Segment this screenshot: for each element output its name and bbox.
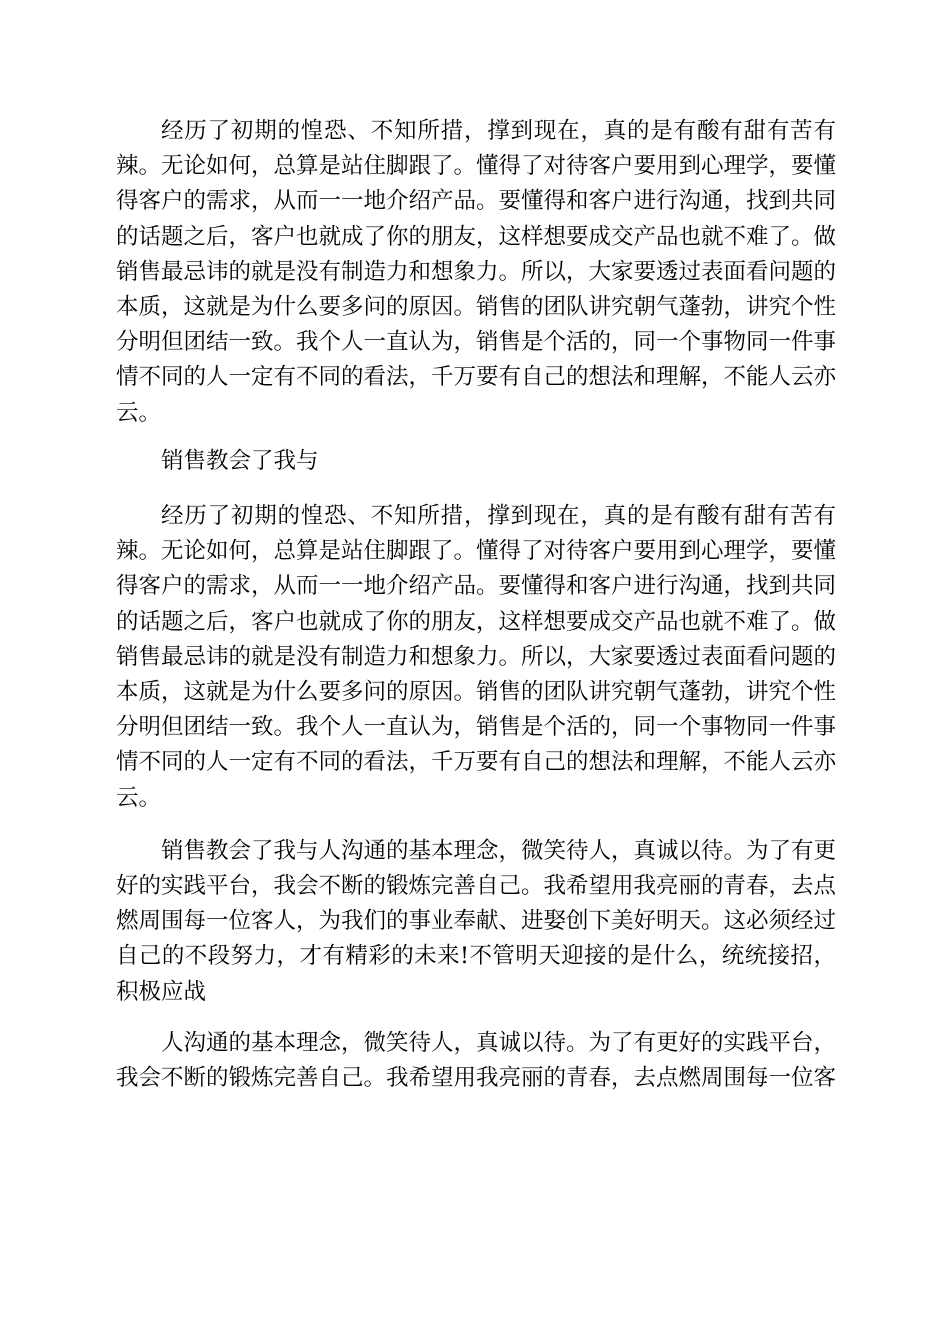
paragraph-1: 经历了初期的惶恐、不知所措，撑到现在，真的是有酸有甜有苦有辣。无论如何，总算是站住脚跟了。懂得了对待客户要用到心理学，要懂得客户的需求，从而一一地介绍产品。要懂得和客户进行沟通，找到共同的话题之后，客户也就成了你的朋友，这样想要成交产品也就不难了。做销售最忌讳的就是没有制造力和想象力。所以，大家要透过表面看问题的本质，这就是为什么要多问的原因。销售的团队讲究朝气蓬勃，讲究个性分明但团结一致。我个人一直认为，销售是个活的，同一个事物同一件事情不同的人一定有不同的看法，千万要有自己的想法和理解，不能人云亦云。 <box>116 118 837 426</box>
paragraph-2-heading: 销售教会了我与 <box>161 447 319 474</box>
paragraph-4: 销售教会了我与人沟通的基本理念，微笑待人，真诚以待。为了有更好的实践平台，我会不断的锻炼完善自己。我希望用我亮丽的青春，去点燃周围每一位客人，为我们的事业奉献、进娶创下美好明天。这必须经过自己的不段努力，才有精彩的未来!不管明天迎接的是什么，统统接招，积极应战 <box>116 837 837 1005</box>
document-body <box>116 114 836 1096</box>
paragraph-5: 人沟通的基本理念，微笑待人，真诚以待。为了有更好的实践平台，我会不断的锻炼完善自己。我希望用我亮丽的青春，去点燃周围每一位客 <box>116 1029 837 1092</box>
paragraph-3: 经历了初期的惶恐、不知所措，撑到现在，真的是有酸有甜有苦有辣。无论如何，总算是站住脚跟了。懂得了对待客户要用到心理学，要懂得客户的需求，从而一一地介绍产品。要懂得和客户进行沟通，找到共同的话题之后，客户也就成了你的朋友，这样想要成交产品也就不难了。做销售最忌讳的就是没有制造力和想象力。所以，大家要透过表面看问题的本质，这就是为什么要多问的原因。销售的团队讲究朝气蓬勃，讲究个性分明但团结一致。我个人一直认为，销售是个活的，同一个事物同一件事情不同的人一定有不同的看法，千万要有自己的想法和理解，不能人云亦云。 <box>116 503 837 811</box>
